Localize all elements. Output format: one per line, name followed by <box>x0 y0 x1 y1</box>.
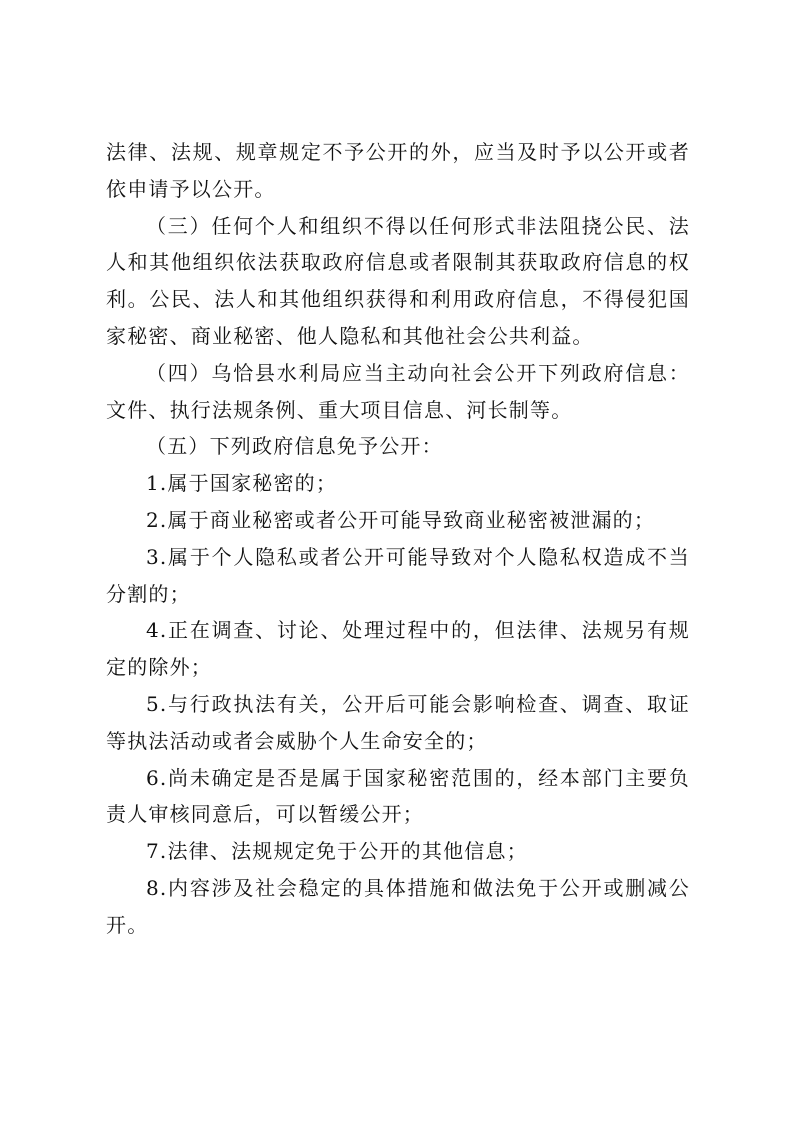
list-item-5: 5.与行政执法有关，公开后可能会影响检查、调查、取证等执法活动或者会威胁个人生命安全的； <box>106 691 690 753</box>
list-item-4: 4.正在调查、讨论、处理过程中的，但法律、法规另有规定的除外； <box>106 618 690 680</box>
document-body <box>106 134 690 944</box>
list-item-2: 2.属于商业秘密或者公开可能导致商业秘密被泄漏的； <box>146 507 656 532</box>
paragraph-section-4: （四）乌恰县水利局应当主动向社会公开下列政府信息：文件、执行法规条例、重大项目信息、河长制等。 <box>106 360 690 422</box>
list-item-1: 1.属于国家秘密的； <box>146 471 338 496</box>
list-item-7: 7.法律、法规规定免于公开的其他信息； <box>146 839 528 864</box>
list-item-8: 8.内容涉及社会稳定的具体措施和做法免于公开或删减公开。 <box>106 875 690 937</box>
list-item-6: 6.尚未确定是否是属于国家秘密范围的，经本部门主要负责人审核同意后，可以暂缓公开； <box>106 765 690 827</box>
list-item-3: 3.属于个人隐私或者公开可能导致对个人隐私权造成不当分割的； <box>106 544 690 606</box>
paragraph-section-3: （三）任何个人和组织不得以任何形式非法阻挠公民、法人和其他组织依法获取政府信息或者限制其获取政府信息的权利。公民、法人和其他组织获得和利用政府信息，不得侵犯国家秘密、商业秘密、他人隐私和其他社会公共利益。 <box>106 213 690 348</box>
paragraph-continuation: 法律、法规、规章规定不予公开的外，应当及时予以公开或者依申请予以公开。 <box>106 140 690 201</box>
paragraph-section-5: （五）下列政府信息免予公开： <box>146 434 443 459</box>
